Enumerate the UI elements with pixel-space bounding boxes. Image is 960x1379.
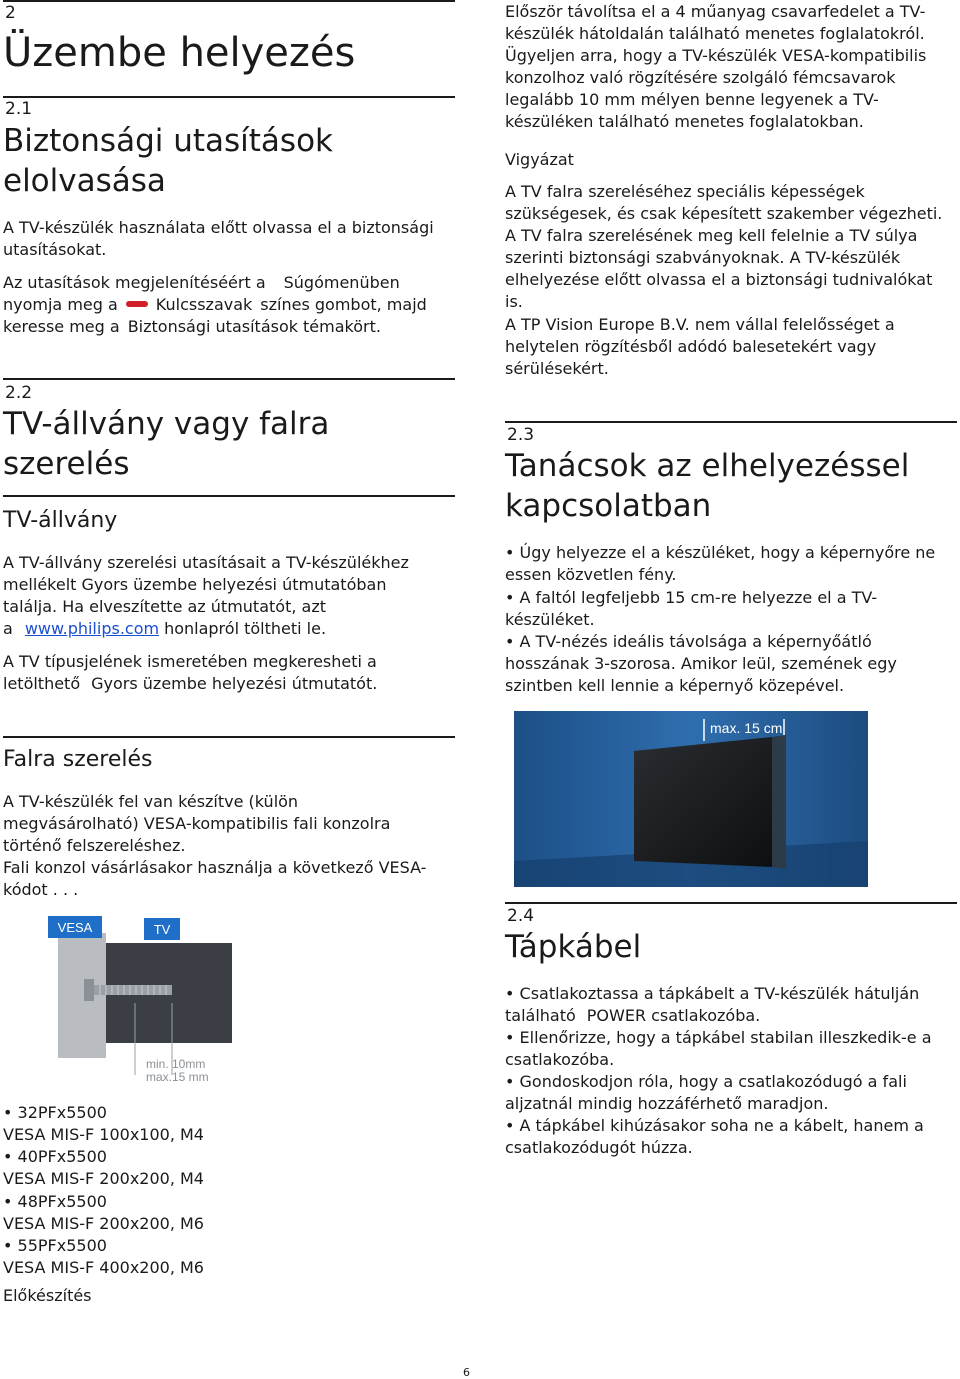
tv-label: TV	[153, 922, 171, 937]
tv-stand-rule	[3, 495, 455, 497]
wall-text-line1: A TV-készülék fel van készítve (külön	[3, 792, 299, 811]
stand-text-line3: találja. Ha elveszítette az útmutatót, azt	[3, 597, 326, 616]
text: található	[505, 1006, 576, 1025]
section-2-4-title: Tápkábel	[505, 929, 642, 965]
min-depth-label: min. 10mm	[146, 1057, 206, 1071]
text: csatlakozóba.	[651, 1006, 761, 1025]
wall-text-line5: kódot . . .	[3, 880, 79, 899]
wall-mount-heading: Falra szerelés	[3, 747, 153, 772]
section-2-1-rule	[3, 96, 455, 98]
text: a	[3, 619, 13, 638]
chapter-title: Üzembe helyezés	[3, 30, 356, 76]
tv-side-shape	[772, 735, 786, 869]
placement-line7: szintben kell lennie a képernyő közepével.	[505, 676, 845, 695]
red-color-key-icon	[126, 301, 148, 307]
quick-start-guide-ref: Gyors üzembe helyezési útmutatót.	[91, 674, 378, 693]
prep-text-line6: készüléken található menetes foglalatokban.	[505, 112, 864, 131]
section-2-2-number: 2.2	[5, 383, 33, 403]
vesa-list-line7: • 55PFx5500	[3, 1236, 107, 1255]
philips-website-link[interactable]: www.philips.com	[24, 619, 160, 638]
prep-text-line3: Ügyeljen arra, hogy a TV-készülék VESA-kompatibilis	[505, 46, 927, 65]
prep-text-line5: legalább 10 mm mélyen benne legyenek a TV-	[505, 90, 879, 109]
placement-line4: készüléket.	[505, 610, 595, 629]
help-menu-ref: Súgó	[283, 273, 324, 292]
max-distance-label: max. 15 cm	[710, 720, 783, 736]
safety-help-line3	[3, 316, 381, 338]
stand-download-line1: A TV típusjelének ismeretében megkeresheti a	[3, 652, 377, 671]
page-number: 6	[463, 1366, 470, 1379]
wall-text-line3: történő felszereléshez.	[3, 836, 186, 855]
power-line2	[505, 1005, 760, 1027]
section-2-3-number: 2.3	[507, 425, 535, 445]
wall-text-line2: megvásárolható) VESA-kompatibilis fali konzolra	[3, 814, 391, 833]
stand-download-line2	[3, 673, 377, 695]
placement-line6: hosszának 3-szorosa. Amikor leül, szemének egy	[505, 654, 897, 673]
text: keresse meg a	[3, 317, 120, 336]
section-2-3-title-line2: kapcsolatban	[505, 488, 712, 524]
safety-topic-ref: Biztonsági utasítások	[127, 317, 299, 336]
section-2-1-title-line2: elolvasása	[3, 163, 166, 199]
placement-line1: • Úgy helyezze el a készüléket, hogy a képernyőre ne	[505, 543, 936, 562]
caution-line3: A TV falra szerelésének meg kell felelnie a TV súlya	[505, 226, 918, 245]
stand-text-line2: mellékelt Gyors üzembe helyezési útmutatóban	[3, 575, 387, 594]
section-2-3-rule	[505, 421, 957, 423]
power-line4: csatlakozóba.	[505, 1050, 615, 1069]
caution-line1: A TV falra szereléséhez speciális képességek	[505, 182, 865, 201]
text: letölthető	[3, 674, 81, 693]
section-2-4-rule	[505, 902, 957, 904]
power-line3: • Ellenőrizze, hogy a tápkábel stabilan illeszkedik-e a	[505, 1028, 932, 1047]
caution-line8: helytelen rögzítésből adódó balesetekért vagy	[505, 337, 877, 356]
vesa-list-line2: VESA MIS-F 100x100, M4	[3, 1125, 204, 1144]
text: színes gombot, majd	[260, 295, 427, 314]
section-2-4-number: 2.4	[507, 906, 535, 926]
max-depth-label: max.15 mm	[146, 1070, 209, 1084]
vesa-label: VESA	[57, 920, 93, 935]
section-2-2-title-line2: szerelés	[3, 446, 130, 482]
placement-line3: • A faltól legfeljebb 15 cm-re helyezze el a TV-	[505, 588, 878, 607]
bracket-shape	[58, 933, 106, 1058]
caution-line4: szerinti biztonsági szabványoknak. A TV-készülék	[505, 248, 901, 267]
section-2-3-title-line1: Tanácsok az elhelyezéssel	[505, 448, 910, 484]
stand-text-line4	[3, 618, 326, 640]
power-line5: • Gondoskodjon róla, hogy a csatlakozódugó a fali	[505, 1072, 907, 1091]
prep-text-line1: Először távolítsa el a 4 műanyag csavarfedelet a TV-	[505, 2, 926, 21]
power-line1: • Csatlakoztassa a tápkábelt a TV-készülék hátulján	[505, 984, 920, 1003]
section-2-2-rule	[3, 378, 455, 380]
tv-wall-distance-illustration	[514, 711, 868, 887]
screw-head-shape	[84, 979, 94, 1001]
text: nyomja meg a	[3, 295, 118, 314]
prep-text-line2: készülék hátoldalán található menetes foglalatokról.	[505, 24, 925, 43]
wall-text-line4: Fali konzol vásárlásakor használja a következő VESA-	[3, 858, 427, 877]
vesa-list-line5: • 48PFx5500	[3, 1192, 107, 1211]
vesa-list-line6: VESA MIS-F 200x200, M6	[3, 1214, 204, 1233]
power-line8: csatlakozódugót húzza.	[505, 1138, 693, 1157]
caution-line7: A TP Vision Europe B.V. nem vállal felelősséget a	[505, 315, 895, 334]
placement-line2: essen közvetlen fény.	[505, 565, 677, 584]
text: honlapról töltheti le.	[164, 619, 327, 638]
vesa-list-line4: VESA MIS-F 200x200, M4	[3, 1169, 204, 1188]
chapter-rule	[3, 0, 455, 2]
chapter-number: 2	[5, 3, 16, 23]
power-connector-ref: POWER	[586, 1006, 647, 1025]
caution-heading: Vigyázat	[505, 150, 574, 169]
vesa-list-line1: • 32PFx5500	[3, 1103, 107, 1122]
power-line6: aljzatnál mindig hozzáférhető maradjon.	[505, 1094, 829, 1113]
stand-text-line1: A TV-állvány szerelési utasításait a TV-készülékhez	[3, 553, 409, 572]
section-2-1-title-line1: Biztonsági utasítások	[3, 123, 333, 159]
vesa-screw-diagram	[40, 913, 240, 1088]
preparation-heading: Előkészítés	[3, 1286, 92, 1305]
placement-line5: • A TV-nézés ideális távolsága a képernyőátló	[505, 632, 872, 651]
prep-text-line4: konzolhoz való rögzítésére szolgáló fémcsavarok	[505, 68, 896, 87]
caution-line5: elhelyezése előtt olvassa el a biztonsági tudnivalókat	[505, 270, 933, 289]
section-2-1-number: 2.1	[5, 99, 33, 119]
text: menüben	[323, 273, 400, 292]
wall-mount-rule	[3, 736, 455, 738]
safety-help-line1	[3, 272, 400, 294]
caution-line2: szükségesek, és csak képesített szakember végezheti.	[505, 204, 943, 223]
tv-screen-shape	[634, 737, 772, 867]
text: témakört.	[303, 317, 381, 336]
safety-intro-line1: A TV-készülék használata előtt olvassa el a biztonsági	[3, 218, 434, 237]
keywords-ref: Kulcsszavak	[155, 295, 253, 314]
vesa-list-line3: • 40PFx5500	[3, 1147, 107, 1166]
tv-stand-heading: TV-állvány	[3, 508, 118, 533]
power-line7: • A tápkábel kihúzásakor soha ne a kábelt, hanem a	[505, 1116, 924, 1135]
caution-line9: sérülésekért.	[505, 359, 609, 378]
section-2-2-title-line1: TV-állvány vagy falra	[3, 406, 330, 442]
safety-intro-line2: utasításokat.	[3, 240, 107, 259]
text: Az utasítások megjelenítéséért a	[3, 273, 266, 292]
caution-line6: is.	[505, 292, 523, 311]
vesa-list-line8: VESA MIS-F 400x200, M6	[3, 1258, 204, 1277]
safety-help-line2	[3, 294, 427, 316]
